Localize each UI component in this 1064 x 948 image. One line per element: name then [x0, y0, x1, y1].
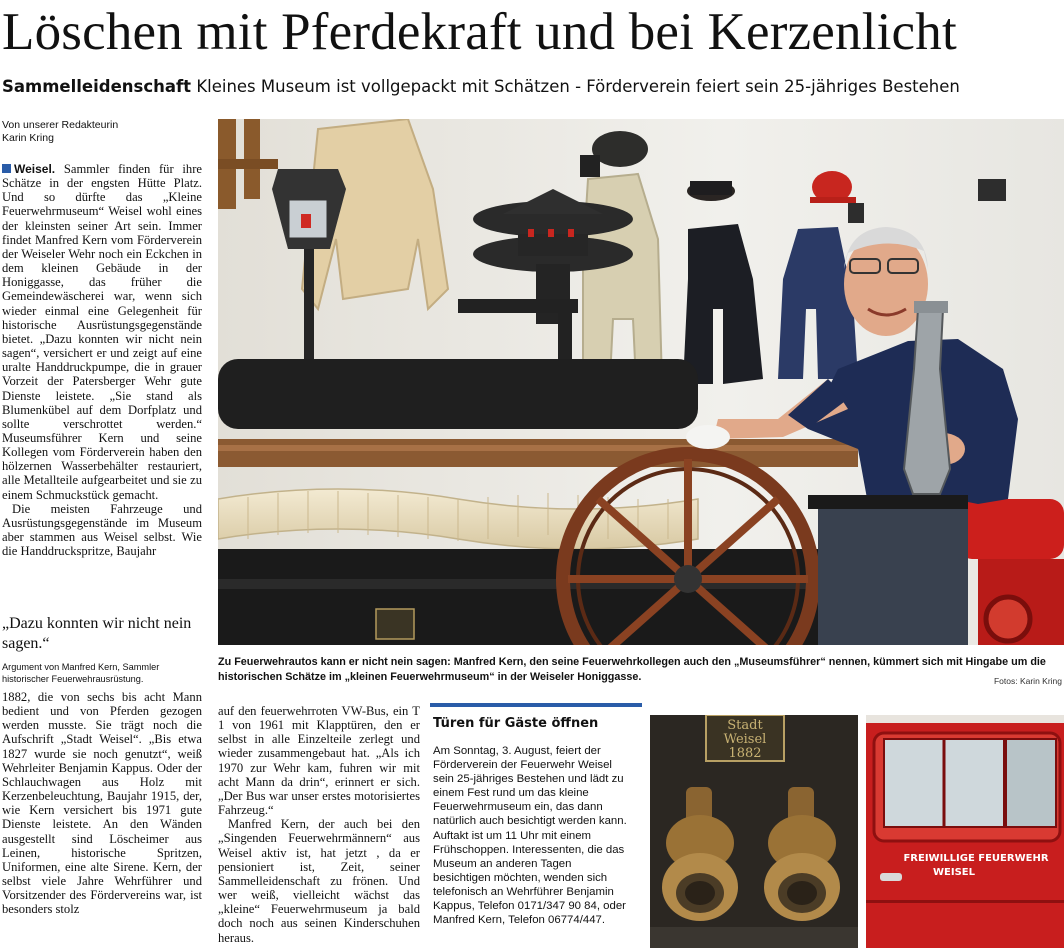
- article-column-3: [218, 704, 420, 948]
- pull-quote: „Dazu konnten wir nicht nein sagen.“: [2, 615, 192, 652]
- byline-author: Karin Kring: [2, 132, 54, 144]
- subheadline: [2, 76, 960, 98]
- subline-kicker: Sammelleidenschaft: [2, 77, 192, 96]
- subline-text: Kleines Museum ist vollgepackt mit Schätzen - Förderverein feiert sein 25-jähriges Bestehen: [196, 77, 960, 96]
- infobox-text: Am Sonntag, 3. August, feiert der Förderverein der Feuerwehr Weisel sein 25-jähriges Bestehen und lädt zu einem Fest rund um das kleine Feuerwehrmuseum ein, das dann natürlich auch besichtigt werden kann. Auftakt ist um 11 Uhr mit einem Frühschoppen. Interessenten, die das Museum an anderen Tagen besichtigen möchten, wenden sich telefonisch an Wehrführer Benjamin Kappus, Telefon 0171/347 90 84, oder Manfred Kern, Telefon 06774/447.: [433, 745, 627, 927]
- plaque-line-2: Weisel: [723, 732, 767, 747]
- fire-truck-photo: [866, 715, 1064, 948]
- truck-door-text-line-2: WEISEL: [933, 867, 975, 878]
- dateline-square-icon: [2, 164, 11, 173]
- infobox-accent-rule: [430, 703, 642, 707]
- photo-caption: Zu Feuerwehrautos kann er nicht nein sagen: Manfred Kern, den seine Feuerwehrkollegen auch den „Museumsführer“ nennen, kümmert sich mit Hingabe um die historischen Schätze im „kleinen Feuerwehrmuseum“ in der Weiseler Honiggasse.: [218, 656, 1046, 683]
- pull-quote-attribution: Argument von Manfred Kern, Sammler historischer Feuerwehrausrüstung.: [2, 662, 160, 684]
- article-column-2: [2, 690, 202, 948]
- column-3-paragraph-2: Manfred Kern, der auch bei den „Singenden Feuerwehrmännern“ aus Weisel aktiv ist, hat jetzt , da er pensioniert ist, Zeit, seiner Sammelleidenschaft zu frönen. Und wer weiß, vielleicht wächst das „kleine“ Feuerwehrmuseum ja bald doch noch aus seinen Kinderschuhen heraus.: [218, 817, 420, 945]
- byline-role: Von unserer Redakteurin: [2, 119, 119, 131]
- article-column-1: [2, 162, 202, 585]
- plaque-line-1: Stadt: [727, 718, 763, 733]
- column-3-paragraph-1: auf den feuerwehrroten VW-Bus, ein T 1 von 1961 mit Klapptüren, den er selbst in alle Einzelteile zerlegt und wieder zusammengebaut hat. „Als ich 1970 zur Wehr kam, fuhren wir mit acht Mann da drin“, erinnert er sich. „Der Bus war unser erstes motorisiertes Fahrzeug.“: [218, 704, 420, 818]
- dateline: Weisel.: [14, 162, 56, 176]
- column-1-paragraph-1: Sammler finden für ihre Schätze in der engsten Hütte Platz. Und so dürfte das „Kleine Feuerwehrmuseum“ Weisel wohl eines der kleinsten seiner Art sein. Immer findet Manfred Kern vom Förderverein der Weiseler Wehr noch ein Eckchen in dem kleinen Gebäude in der Honiggasse, das früher die Gemeindewäscherei war, wenn sich wieder einmal eine Gelegenheit für historische Ausrüstungsgegenstände bietet. „Dazu konnten wir nicht nein sagen“, versichert er und zeigt auf eine uralte Handdruckpumpe, die in grauer Vorzeit der Patersberger Wehr gute Dienste leistete. „Sie stand als Blumenkübel auf dem Dorfplatz und sollte verschrottet werden.“ Museumsführer Kern und seine Kollegen vom Förderverein haben den hölzernen Wasserbehälter restauriert, alle Metallteile aufgearbeitet und sie zu einem Schmuckstück gemacht.: [2, 162, 202, 502]
- lantern-plaque-illustration: [650, 715, 858, 948]
- truck-door-text-line-1: FREIWILLIGE FEUERWEHR: [903, 853, 1049, 864]
- headline: Löschen mit Pferdekraft und bei Kerzenlicht: [2, 3, 957, 61]
- byline: [2, 119, 118, 145]
- main-photo-illustration: [218, 119, 1064, 645]
- infobox-heading: Türen für Gäste öffnen: [433, 716, 599, 731]
- main-photo: [218, 119, 1064, 645]
- lantern-plaque-photo: [650, 715, 858, 948]
- photo-credit: Fotos: Karin Kring: [993, 676, 1062, 686]
- column-2-text: 1882, die von sechs bis acht Mann bedient und von Pferden gezogen werden musste. Sie trägt noch die Aufschrift „Stadt Weisel“. „Bis etwa 1827 wurde sie noch genutzt“, weiß Wehrleiter Benjamin Kappus. Oder der Schlauchwagen aus Holz mit Kerzenbeleuchtung, Baujahr 1915, der, wie Kern versichert bis 1971 gute Dienste leistete. An den Wänden ausgestellt sind Löscheimer aus Leinen, historische Spritzen, Uniformen, eine alte Sirene. Kern, der selbst viele Jahre Wehrführer und Vorsitzender des Fördervereins war, ist besonders stolz: [2, 690, 202, 917]
- plaque-line-3: 1882: [728, 746, 762, 761]
- fire-truck-illustration: [866, 715, 1064, 948]
- column-1-paragraph-2: Die meisten Fahrzeuge und Ausrüstungsgegenstände im Museum aber stammen aus Weisel selbst. Wie die Handdruckspritze, Baujahr: [2, 501, 202, 559]
